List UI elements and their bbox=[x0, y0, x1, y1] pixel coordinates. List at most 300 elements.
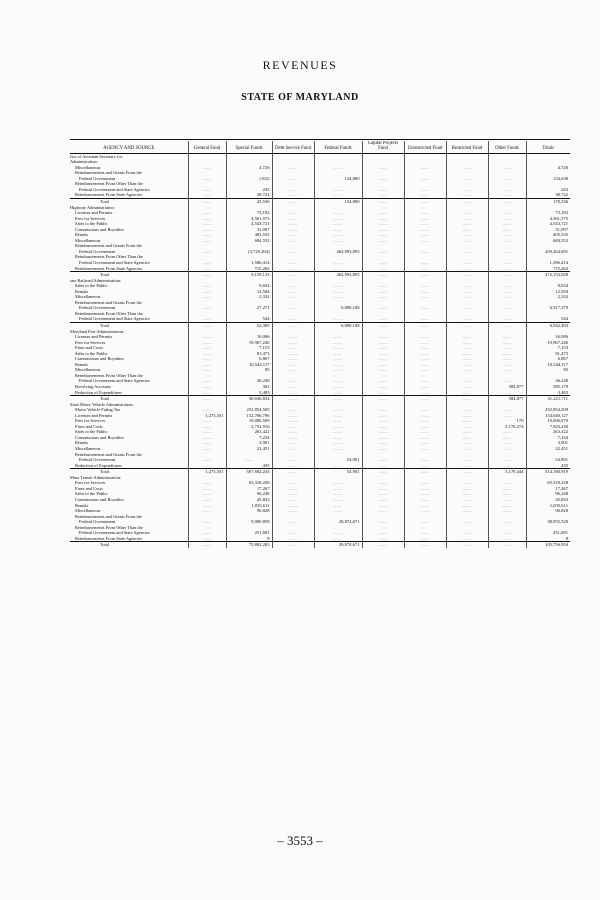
table-cell: ...... bbox=[404, 192, 446, 198]
table-cell: ...... bbox=[488, 440, 526, 446]
table-cell: ...... bbox=[488, 216, 526, 222]
table-cell: 85 bbox=[563, 367, 568, 373]
table-cell: 27,271 bbox=[226, 305, 272, 311]
table-cell: ...... bbox=[362, 367, 404, 373]
row-label: Reimbursements From State Agencies bbox=[70, 536, 188, 542]
table-cell: 5,170,444 bbox=[488, 469, 526, 475]
table-cell: ...... bbox=[446, 266, 488, 272]
table-cell: ...... bbox=[446, 530, 488, 536]
table-cell: 36,248 bbox=[555, 378, 568, 384]
table-cell: ...... bbox=[188, 334, 226, 340]
table-cell: ...... bbox=[188, 508, 226, 514]
table-cell: ...... bbox=[446, 192, 488, 198]
table-cell: ...... bbox=[404, 289, 446, 295]
table-cell: ...... bbox=[488, 340, 526, 346]
table-cell: ...... bbox=[404, 542, 446, 548]
table-cell: ...... bbox=[362, 384, 404, 390]
table-cell: 544 bbox=[561, 316, 568, 322]
table-cell: ...... bbox=[314, 508, 362, 514]
table-cell: 715,262 bbox=[226, 266, 272, 272]
table-cell: ...... bbox=[272, 289, 314, 295]
table-cell: ...... bbox=[272, 345, 314, 351]
table-cell: ...... bbox=[188, 418, 226, 424]
row-label: Reduction of Expenditures bbox=[70, 463, 188, 469]
table-cell: ...... bbox=[272, 176, 314, 182]
table-cell: ...... bbox=[272, 519, 314, 525]
table-cell: ...... bbox=[362, 323, 404, 329]
row-label: Reimbursements and Grants From the bbox=[70, 452, 188, 458]
table-cell: ...... bbox=[188, 491, 226, 497]
table-cell: ...... bbox=[488, 407, 526, 413]
row-label: Sales to the Public bbox=[70, 283, 188, 289]
table-cell: 31,221,711 bbox=[526, 396, 570, 402]
table-cell: ...... bbox=[314, 424, 362, 430]
row-label: Rentals bbox=[70, 362, 188, 368]
row-label: Licenses and Permits bbox=[70, 413, 188, 419]
table-cell: ...... bbox=[188, 238, 226, 244]
table-cell: ...... bbox=[272, 457, 314, 463]
table-cell: ...... bbox=[272, 424, 314, 430]
table-cell: 170 bbox=[488, 418, 526, 424]
table-cell: ...... bbox=[404, 536, 446, 542]
table-cell: ...... bbox=[272, 192, 314, 198]
table-cell: 96,828 bbox=[555, 508, 568, 514]
table-cell: ...... bbox=[272, 187, 314, 193]
table-cell: 154,040,127 bbox=[545, 412, 568, 418]
table-cell: ...... bbox=[488, 530, 526, 536]
table-cell: ...... bbox=[188, 289, 226, 295]
table-cell: ...... bbox=[488, 260, 526, 266]
table-cell: 31,097 bbox=[226, 227, 272, 233]
table-cell: ...... bbox=[314, 345, 362, 351]
table-cell: 6,890,108 bbox=[314, 305, 362, 311]
table-cell: ...... bbox=[272, 469, 314, 475]
table-cell: ...... bbox=[404, 227, 446, 233]
table-cell: ...... bbox=[488, 334, 526, 340]
table-cell: ...... bbox=[314, 216, 362, 222]
table-cell: ...... bbox=[272, 362, 314, 368]
row-label: Fees for Services bbox=[70, 340, 188, 346]
table-cell: ...... bbox=[404, 283, 446, 289]
table-cell: ...... bbox=[404, 198, 446, 204]
row-label: State Motor Vehicle Administration: bbox=[70, 402, 188, 408]
table-cell: 1,035,611 bbox=[549, 502, 568, 508]
row-label: Reimbursements From Other Than the bbox=[70, 254, 188, 260]
table-cell: ...... bbox=[446, 238, 488, 244]
table-cell: ...... bbox=[404, 345, 446, 351]
table-cell: ...... bbox=[362, 187, 404, 193]
table-cell: ...... bbox=[446, 384, 488, 390]
table-cell: ...... bbox=[488, 232, 526, 238]
table-cell: ...... bbox=[488, 283, 526, 289]
table-cell: ...... bbox=[314, 289, 362, 295]
row-label: Reimbursements and Grants From the bbox=[70, 514, 188, 520]
table-cell: ...... bbox=[188, 283, 226, 289]
table-cell: 38,955,529 bbox=[547, 519, 568, 525]
table-cell: ...... bbox=[314, 491, 362, 497]
table-cell: ...... bbox=[404, 294, 446, 300]
table-cell: 6,867 bbox=[557, 356, 568, 362]
table-cell: ...... bbox=[314, 463, 362, 469]
table-cell: ...... bbox=[272, 227, 314, 233]
table-cell: ...... bbox=[188, 486, 226, 492]
table-cell: ...... bbox=[404, 232, 446, 238]
table-cell: ...... bbox=[404, 480, 446, 486]
table-cell: 75,882,283 bbox=[226, 542, 272, 548]
table-cell: ...... bbox=[488, 294, 526, 300]
row-label: Licenses and Permits bbox=[70, 334, 188, 340]
table-cell: 17,267 bbox=[555, 485, 568, 491]
row-label: Federal Government bbox=[70, 457, 188, 463]
table-cell: ...... bbox=[272, 266, 314, 272]
table-cell: 3,901 bbox=[557, 440, 568, 446]
table-cell: ...... bbox=[404, 165, 446, 171]
table-cell: ...... bbox=[272, 530, 314, 536]
table-cell: ...... bbox=[488, 497, 526, 503]
table-cell: 435 bbox=[226, 463, 272, 469]
table-cell: ...... bbox=[314, 187, 362, 193]
table-cell: 252,854,509 bbox=[545, 407, 568, 413]
table-cell: ...... bbox=[446, 446, 488, 452]
table-cell: ...... bbox=[488, 305, 526, 311]
table-cell: ...... bbox=[272, 216, 314, 222]
table-cell: ...... bbox=[404, 440, 446, 446]
table-cell: ...... bbox=[314, 367, 362, 373]
table-cell: ...... bbox=[188, 457, 226, 463]
table-cell: 31,097 bbox=[555, 226, 568, 232]
table-cell: ...... bbox=[272, 334, 314, 340]
row-label: Commissions and Royalties bbox=[70, 227, 188, 233]
table-cell: ...... bbox=[488, 536, 526, 542]
table-cell: 81,473 bbox=[226, 351, 272, 357]
table-cell: 462,993,895 bbox=[314, 249, 362, 255]
table-cell: 3,901 bbox=[226, 440, 272, 446]
table-cell: ...... bbox=[188, 519, 226, 525]
table-cell: ...... bbox=[362, 165, 404, 171]
table-cell: ...... bbox=[488, 289, 526, 295]
revenue-table bbox=[70, 141, 570, 548]
table-cell: ...... bbox=[362, 216, 404, 222]
table-cell: ...... bbox=[362, 198, 404, 204]
table-cell: ...... bbox=[362, 396, 404, 402]
table-cell: ...... bbox=[362, 407, 404, 413]
table-cell: 105,756,954 bbox=[526, 542, 570, 548]
table-cell: ...... bbox=[446, 508, 488, 514]
table-cell: ...... bbox=[188, 210, 226, 216]
table-cell: 54,901 bbox=[314, 469, 362, 475]
table-cell: ...... bbox=[362, 340, 404, 346]
table-cell: ...... bbox=[272, 294, 314, 300]
table-cell: ...... bbox=[362, 536, 404, 542]
table-cell: ...... bbox=[404, 356, 446, 362]
table-cell: 405,535 bbox=[226, 232, 272, 238]
table-cell: ...... bbox=[314, 266, 362, 272]
table-cell: ...... bbox=[188, 316, 226, 322]
table-cell: ...... bbox=[488, 362, 526, 368]
table-cell: 36,248 bbox=[226, 378, 272, 384]
table-cell: ...... bbox=[188, 198, 226, 204]
table-cell: 263,422 bbox=[553, 429, 568, 435]
row-label: Sales to the Public bbox=[70, 429, 188, 435]
table-cell: 45,833 bbox=[555, 496, 568, 502]
row-label: Commissions and Royalties bbox=[70, 435, 188, 441]
table-cell: ...... bbox=[272, 272, 314, 278]
table-cell: ...... bbox=[314, 413, 362, 419]
table-cell: ...... bbox=[272, 351, 314, 357]
table-cell: ...... bbox=[272, 232, 314, 238]
table-cell: 45,833 bbox=[226, 497, 272, 503]
table-cell: ...... bbox=[362, 457, 404, 463]
table-cell: ...... bbox=[314, 480, 362, 486]
row-label: Rentals bbox=[70, 289, 188, 295]
table-cell: ...... bbox=[446, 362, 488, 368]
table-cell: ...... bbox=[272, 491, 314, 497]
table-cell: ...... bbox=[362, 266, 404, 272]
table-cell: ...... bbox=[446, 435, 488, 441]
table-cell: ...... bbox=[272, 165, 314, 171]
table-cell: 6,890,108 bbox=[314, 323, 362, 329]
table-cell: ...... bbox=[188, 396, 226, 402]
table-cell: ...... bbox=[488, 435, 526, 441]
table-cell: 462,993,895 bbox=[314, 272, 362, 278]
table-cell: 544 bbox=[226, 316, 272, 322]
table-cell: ...... bbox=[188, 345, 226, 351]
table-cell: 65,318,258 bbox=[547, 480, 568, 486]
table-cell: 54,901 bbox=[314, 457, 362, 463]
table-cell: ...... bbox=[362, 508, 404, 514]
table-cell: ...... bbox=[488, 503, 526, 509]
column-header: General Fund bbox=[188, 141, 226, 153]
table-cell: ...... bbox=[404, 384, 446, 390]
table-cell: 4,561,575 bbox=[226, 216, 272, 222]
table-cell: ...... bbox=[446, 503, 488, 509]
table-cell: ...... bbox=[314, 238, 362, 244]
table-cell: ...... bbox=[314, 334, 362, 340]
table-cell: ...... bbox=[446, 221, 488, 227]
table-cell: ...... bbox=[446, 407, 488, 413]
table-cell: ...... bbox=[362, 480, 404, 486]
table-cell: ...... bbox=[188, 176, 226, 182]
table-cell: ...... bbox=[446, 187, 488, 193]
table-cell: ...... bbox=[362, 192, 404, 198]
table-cell: ...... bbox=[272, 378, 314, 384]
table-cell: ...... bbox=[446, 340, 488, 346]
table-cell: ...... bbox=[404, 216, 446, 222]
table-cell: ...... bbox=[314, 390, 362, 396]
table-cell: 9,159,133 bbox=[226, 272, 272, 278]
table-cell: ...... bbox=[362, 413, 404, 419]
table-cell: 2,332 bbox=[226, 294, 272, 300]
row-label: Federal Government and State Agencies bbox=[70, 260, 188, 266]
table-cell: ...... bbox=[446, 418, 488, 424]
row-label: Total bbox=[70, 323, 188, 329]
table-cell: ...... bbox=[362, 486, 404, 492]
table-cell: 96,828 bbox=[226, 508, 272, 514]
table-cell: ...... bbox=[488, 249, 526, 255]
table-cell: ...... bbox=[446, 491, 488, 497]
table-cell: ...... bbox=[404, 176, 446, 182]
table-cell: 584,877 bbox=[488, 396, 526, 402]
table-cell: 19,967,246 bbox=[547, 339, 568, 345]
table-cell: 9,080,858 bbox=[226, 519, 272, 525]
table-top-rule bbox=[70, 139, 570, 140]
row-label: Total bbox=[70, 542, 188, 548]
table-cell: ...... bbox=[314, 362, 362, 368]
table-cell: ...... bbox=[446, 390, 488, 396]
table-cell: 2,332 bbox=[557, 294, 568, 300]
table-cell: ...... bbox=[446, 289, 488, 295]
table-cell: ...... bbox=[446, 232, 488, 238]
table-cell: ...... bbox=[314, 340, 362, 346]
table-cell: ...... bbox=[314, 486, 362, 492]
table-cell: ...... bbox=[314, 384, 362, 390]
table-cell: ...... bbox=[188, 272, 226, 278]
table-cell: 16,086 bbox=[226, 334, 272, 340]
table-cell: ...... bbox=[314, 351, 362, 357]
table-cell: ...... bbox=[362, 491, 404, 497]
table-cell: 30,636,834 bbox=[226, 396, 272, 402]
column-header: Other Funds bbox=[488, 141, 526, 153]
table-cell: 4,561,575 bbox=[549, 215, 568, 221]
row-label: Fees for Services bbox=[70, 480, 188, 486]
table-cell: ...... bbox=[488, 508, 526, 514]
table-cell: ...... bbox=[404, 378, 446, 384]
table-cell: ...... bbox=[314, 530, 362, 536]
table-cell: ...... bbox=[446, 469, 488, 475]
table-cell: ...... bbox=[404, 424, 446, 430]
table-cell: 1,586,414 bbox=[226, 260, 272, 266]
table-cell: ...... bbox=[272, 446, 314, 452]
table-cell: ...... bbox=[404, 272, 446, 278]
table-cell: ...... bbox=[446, 198, 488, 204]
table-cell: ...... bbox=[188, 536, 226, 542]
table-cell: ...... bbox=[446, 176, 488, 182]
table-body bbox=[70, 153, 570, 548]
column-header: AGENCY AND SOURCE bbox=[70, 141, 188, 153]
table-cell: ...... bbox=[314, 165, 362, 171]
table-cell: ...... bbox=[314, 446, 362, 452]
table-cell: ...... bbox=[446, 367, 488, 373]
row-label: Reimbursements and Grants From the bbox=[70, 300, 188, 306]
table-cell: 684,552 bbox=[553, 237, 568, 243]
row-label: Federal Government bbox=[70, 176, 188, 182]
row-label: Fines and Costs bbox=[70, 345, 188, 351]
table-cell: ...... bbox=[314, 503, 362, 509]
table-cell: 1,035,611 bbox=[226, 503, 272, 509]
table-cell: ...... bbox=[446, 542, 488, 548]
table-cell: ...... bbox=[446, 356, 488, 362]
table-cell: 134,800 bbox=[314, 176, 362, 182]
table-cell: ...... bbox=[314, 497, 362, 503]
table-cell: ...... bbox=[488, 446, 526, 452]
table-cell: ...... bbox=[404, 340, 446, 346]
table-cell: 6,917,379 bbox=[549, 305, 568, 311]
table-cell: ...... bbox=[272, 238, 314, 244]
table-cell: ...... bbox=[446, 429, 488, 435]
row-label: Sales to the Public bbox=[70, 491, 188, 497]
table-cell: 19,006,679 bbox=[547, 418, 568, 424]
table-cell: 134,638 bbox=[553, 175, 568, 181]
column-header: Special Funds bbox=[226, 141, 272, 153]
table-cell: ...... bbox=[188, 463, 226, 469]
row-label: Reimbursements From Other Than the bbox=[70, 373, 188, 379]
table-cell: 1,586,414 bbox=[549, 259, 568, 265]
table-cell: ...... bbox=[314, 232, 362, 238]
table-cell: ...... bbox=[446, 440, 488, 446]
table-cell: 12,584 bbox=[555, 288, 568, 294]
table-cell: 19,967,246 bbox=[226, 340, 272, 346]
row-label: Federal Government and State Agencies bbox=[70, 187, 188, 193]
table-cell: ...... bbox=[404, 469, 446, 475]
row-label: Reimbursements and Grants From the bbox=[70, 243, 188, 249]
table-cell: ...... bbox=[404, 497, 446, 503]
table-cell: ...... bbox=[272, 407, 314, 413]
row-label: tate Railroad Administration: bbox=[70, 278, 188, 284]
table-cell: ...... bbox=[488, 323, 526, 329]
table-cell: 263,422 bbox=[226, 429, 272, 435]
table-cell: ...... bbox=[188, 424, 226, 430]
table-cell: ...... bbox=[488, 491, 526, 497]
table-cell: ...... bbox=[272, 486, 314, 492]
table-cell: ...... bbox=[314, 378, 362, 384]
table-cell: ...... bbox=[188, 440, 226, 446]
table-cell: ...... bbox=[314, 192, 362, 198]
table-cell: ...... bbox=[488, 210, 526, 216]
row-label: Miscellaneous bbox=[70, 238, 188, 244]
table-cell: ...... bbox=[272, 429, 314, 435]
table-cell: ...... bbox=[272, 463, 314, 469]
table-cell: 12,584 bbox=[226, 289, 272, 295]
table-cell: ...... bbox=[488, 486, 526, 492]
row-label: Federal Government bbox=[70, 249, 188, 255]
table-cell: 29,874,671 bbox=[314, 542, 362, 548]
table-cell: ...... bbox=[188, 221, 226, 227]
table-cell: ...... bbox=[488, 356, 526, 362]
table-cell: 4,543,721 bbox=[549, 221, 568, 227]
table-cell: 302 bbox=[226, 384, 272, 390]
table-cell: ...... bbox=[404, 491, 446, 497]
table-cell: ...... bbox=[188, 390, 226, 396]
row-label: Rentals bbox=[70, 232, 188, 238]
table-cell: ...... bbox=[272, 396, 314, 402]
table-cell: 43,536 bbox=[226, 198, 272, 204]
table-cell: ...... bbox=[188, 294, 226, 300]
table-cell: ...... bbox=[314, 316, 362, 322]
table-cell: ...... bbox=[404, 413, 446, 419]
table-cell: ...... bbox=[188, 340, 226, 346]
table-cell: ...... bbox=[404, 351, 446, 357]
table-cell: ...... bbox=[362, 227, 404, 233]
table-cell: ...... bbox=[446, 334, 488, 340]
table-cell: ...... bbox=[188, 227, 226, 233]
table-cell: ...... bbox=[362, 356, 404, 362]
table-cell: ...... bbox=[272, 356, 314, 362]
page-subtitle: STATE OF MARYLAND bbox=[241, 92, 359, 103]
table-cell: ...... bbox=[446, 323, 488, 329]
table-cell: ...... bbox=[446, 165, 488, 171]
table-cell: ...... bbox=[488, 390, 526, 396]
table-cell: ...... bbox=[362, 469, 404, 475]
table-cell: ...... bbox=[404, 187, 446, 193]
table-cell: ...... bbox=[446, 294, 488, 300]
table-cell: ...... bbox=[272, 413, 314, 419]
table-cell: ...... bbox=[272, 221, 314, 227]
table-cell: ...... bbox=[488, 192, 526, 198]
table-cell: ...... bbox=[404, 367, 446, 373]
row-label: Fees for Services bbox=[70, 418, 188, 424]
table-cell: ...... bbox=[314, 283, 362, 289]
table-cell: 29,874,671 bbox=[314, 519, 362, 525]
